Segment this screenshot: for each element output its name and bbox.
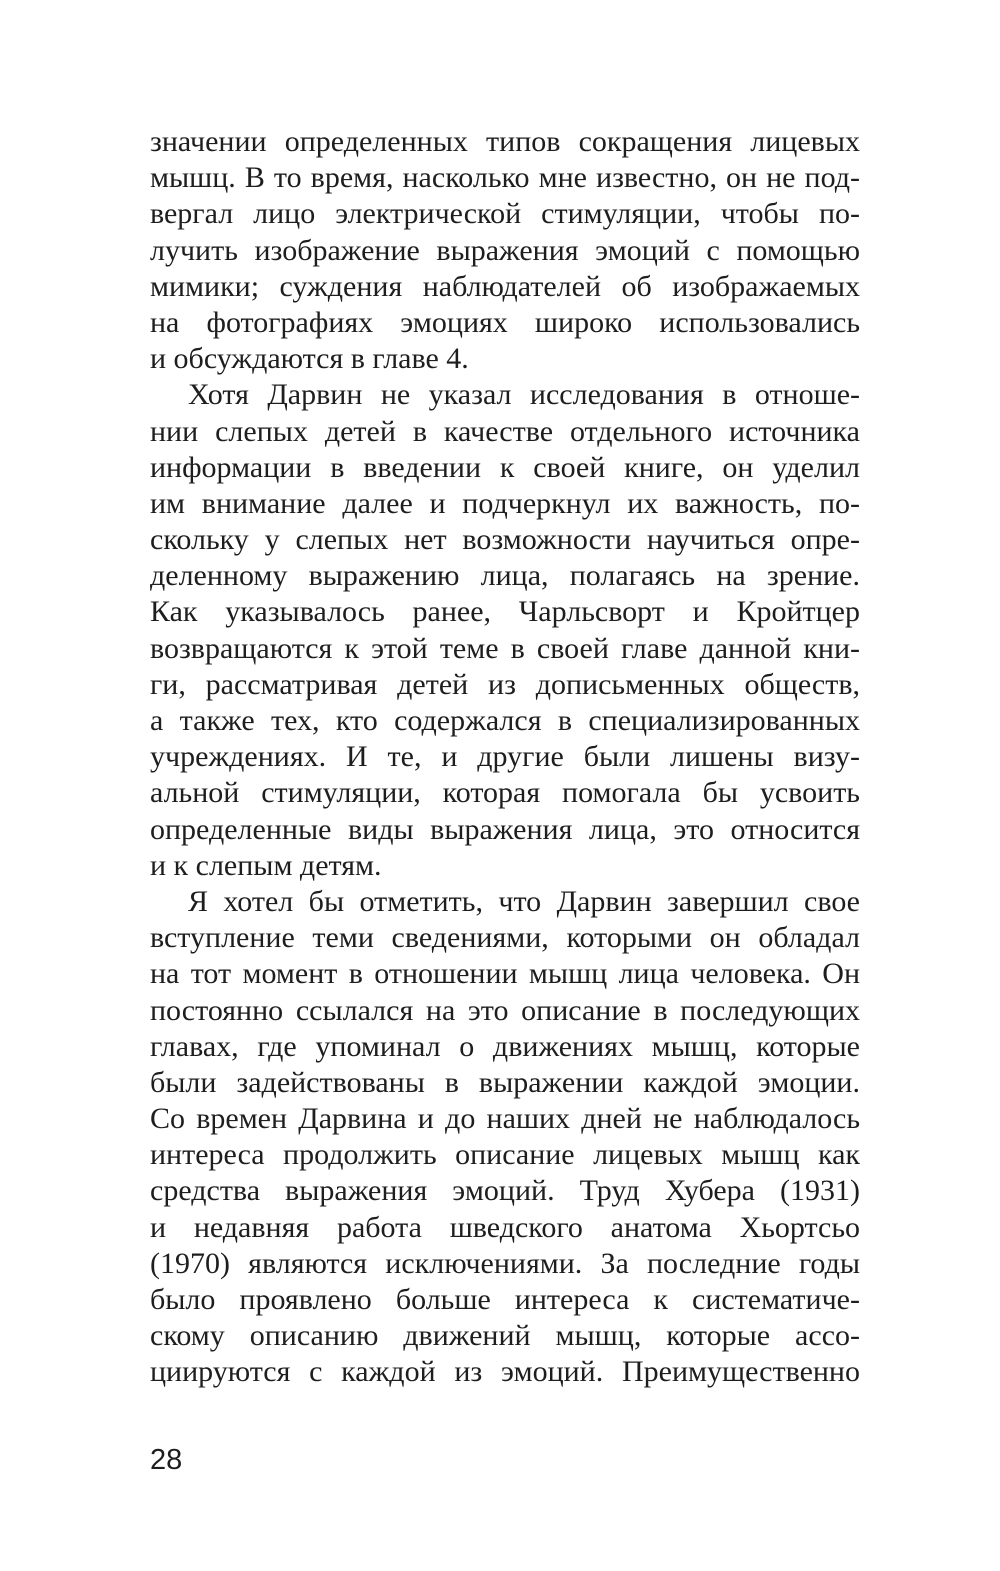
text-line: мышц. В то время, насколько мне известно, он не под- [150,161,860,195]
text-line: им внимание далее и подчеркнул их важность, по- [150,486,860,520]
text-line: циируются с каждой из эмоций. Преимущественно [150,1355,860,1389]
text-line: интереса продолжить описание лицевых мышц как [150,1138,860,1172]
paragraph-2 [150,377,860,884]
text-line: мимики; суждения наблюдателей об изображаемых [150,269,860,303]
text-line: возвращаются к этой теме в своей главе данной кни- [150,631,860,665]
text-line: и обсуждаются в главе 4. [150,342,469,376]
text-line: и недавняя работа шведского анатома Хьортсьо [150,1210,860,1244]
page-number: 28 [150,1444,183,1476]
text-line: информации в введении к своей книге, он уделил [150,450,860,484]
text-line: на фотографиях эмоциях широко использовались [150,305,860,339]
text-line: альной стимуляции, которая помогала бы усвоить [150,776,860,810]
text-line: скольку у слепых нет возможности научиться опре- [150,523,860,557]
text-line: нии слепых детей в качестве отдельного источника [150,414,860,448]
text-line: ги, рассматривая детей из дописьменных обществ, [150,667,860,701]
text-line: Со времен Дарвина и до наших дней не наблюдалось [150,1102,860,1136]
paragraph-1 [150,124,860,377]
text-line: учреждениях. И те, и другие были лишены визу- [150,740,860,774]
text-line: главах, где упоминал о движениях мышц, которые [150,1029,860,1063]
text-line: определенные виды выражения лица, это относится [150,812,860,846]
text-line: на тот момент в отношении мышц лица человека. Он [150,957,860,991]
text-line: вергал лицо электрической стимуляции, чтобы по- [150,197,860,231]
text-line: (1970) являются исключениями. За последние годы [150,1246,860,1280]
text-line: были задействованы в выражении каждой эмоции. [150,1065,860,1099]
text-line: лучить изображение выражения эмоций с помощью [150,233,860,267]
text-line: и к слепым детям. [150,848,382,882]
text-line: было проявлено больше интереса к систематиче- [150,1283,860,1316]
text-line: Я хотел бы отметить, что Дарвин завершил свое [188,884,860,918]
paragraph-3 [150,884,860,1391]
text-line: постоянно ссылался на это описание в последующих [150,993,860,1027]
text-line: деленному выражению лица, полагаясь на зрение. [150,559,860,593]
text-line: значении определенных типов сокращения лицевых [150,125,860,158]
text-line: а также тех, кто содержался в специализированных [150,704,860,737]
text-line: средства выражения эмоций. Труд Хубера (1931) [150,1174,860,1208]
text-line: Как указывалось ранее, Чарльсворт и Кройтцер [150,595,860,629]
text-line: скому описанию движений мышц, которые ассо- [150,1319,860,1353]
body-text [150,124,860,1391]
text-line: вступление теми сведениями, которыми он обладал [150,921,860,955]
text-line: Хотя Дарвин не указал исследования в отноше- [188,378,860,412]
